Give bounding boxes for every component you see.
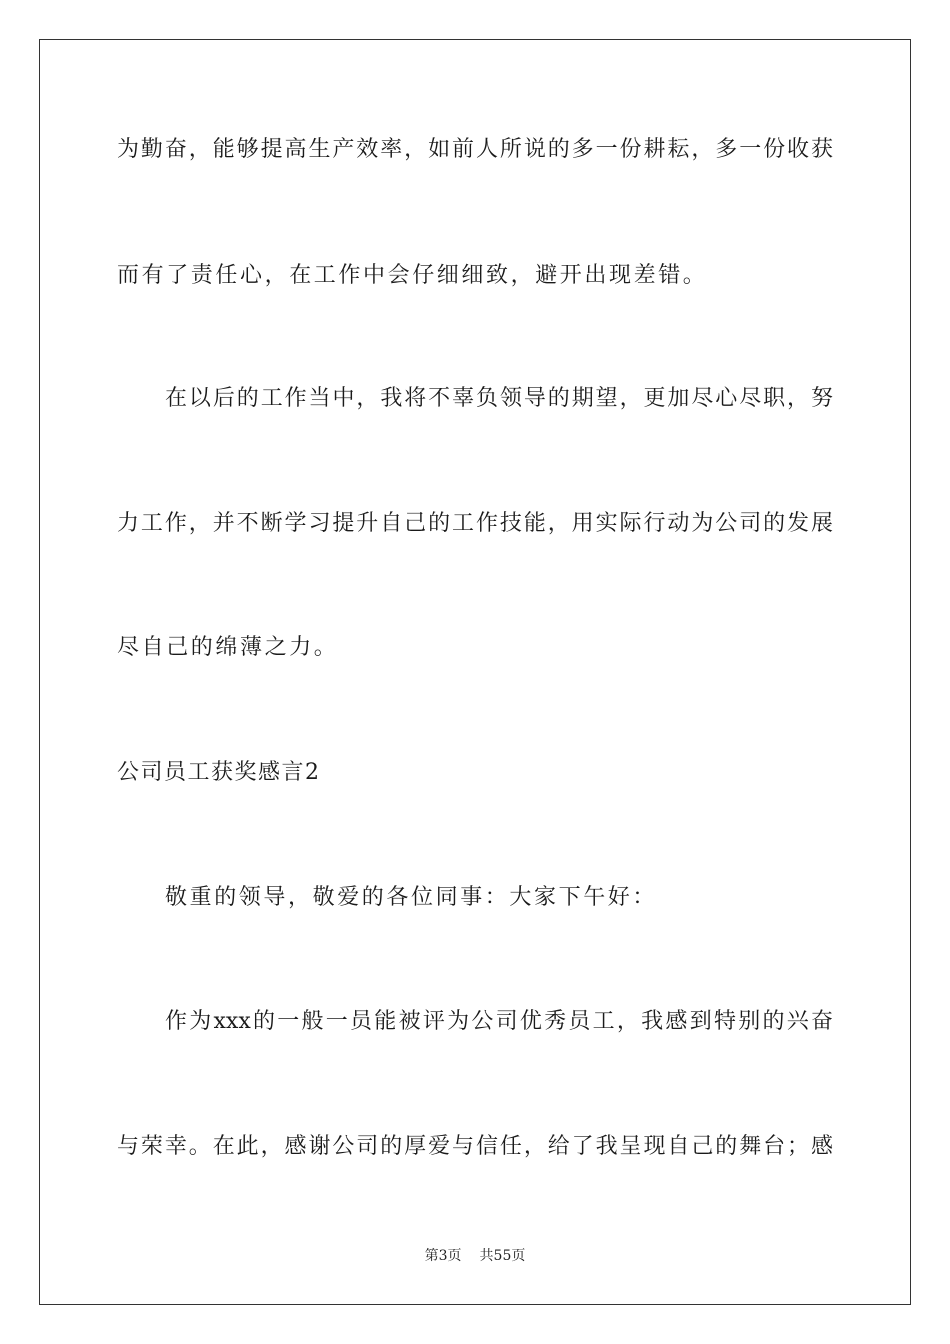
page-number: 第3页: [424, 1248, 462, 1264]
body-text-line: 作为xxx的一般一员能被评为公司优秀员工，我感到特别的兴奋: [165, 1009, 833, 1034]
page-total: 共55页: [479, 1248, 526, 1264]
body-text-line: 在以后的工作当中，我将不辜负领导的期望，更加尽心尽职，努: [165, 386, 833, 411]
page-footer: [0, 1247, 950, 1265]
body-text-line: 与荣幸。在此，感谢公司的厚爱与信任，给了我呈现自己的舞台；感: [117, 1134, 833, 1159]
body-text-line: 尽自己的绵薄之力。: [117, 635, 339, 660]
body-text-line: 敬重的领导，敬爱的各位同事：大家下午好：: [165, 885, 658, 910]
body-text-line: 而有了责任心，在工作中会仔细细致，避开出现差错。: [117, 263, 708, 288]
section-heading: 公司员工获奖感言2: [117, 760, 321, 785]
body-text-line: 为勤奋，能够提高生产效率，如前人所说的多一份耕耘，多一份收获: [117, 137, 833, 162]
page-border: [39, 39, 911, 1305]
body-text-line: 力工作，并不断学习提升自己的工作技能，用实际行动为公司的发展: [117, 511, 833, 536]
